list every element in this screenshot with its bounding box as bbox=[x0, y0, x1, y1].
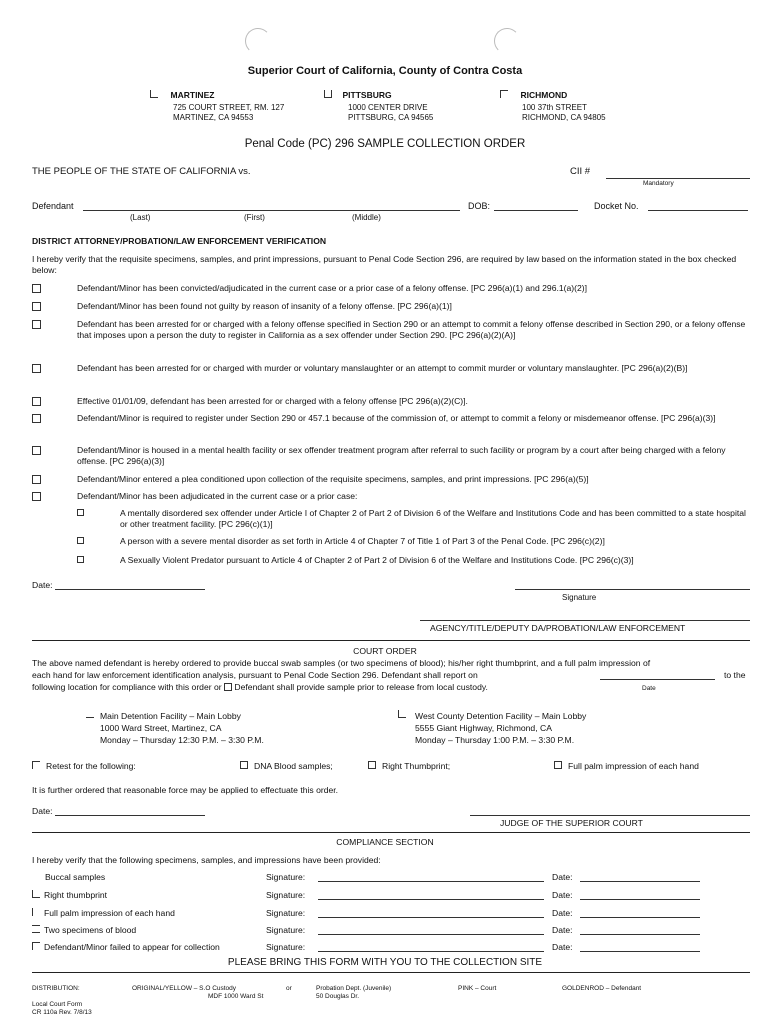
richmond-address-line2: RICHMOND, CA 94805 bbox=[522, 113, 606, 122]
compliance-sig-field-1[interactable] bbox=[318, 881, 544, 882]
checkbox-icon[interactable] bbox=[150, 90, 158, 98]
subitem-checkbox-2[interactable] bbox=[77, 537, 84, 544]
verification-intro: I hereby verify that the requisite specimens, samples, and print impressions, pursuant to Penal Code Section 296, are required by law based on the information stated in the box checked below: bbox=[32, 254, 737, 275]
compliance-row-1: Buccal samples bbox=[45, 872, 106, 882]
verification-checkbox-4[interactable] bbox=[32, 364, 41, 373]
distribution-label: DISTRIBUTION: bbox=[32, 985, 80, 992]
judge-signature-field[interactable] bbox=[470, 815, 750, 816]
dob-label: DOB: bbox=[468, 201, 491, 211]
seal-icon-right bbox=[494, 28, 520, 54]
location-pittsburg[interactable]: PITTSBURG bbox=[324, 90, 392, 100]
retest-option[interactable]: Retest for the following: bbox=[32, 761, 136, 771]
verification-checkbox-1[interactable] bbox=[32, 284, 41, 293]
verification-date-field[interactable] bbox=[55, 589, 205, 590]
dob-field[interactable] bbox=[494, 210, 578, 211]
compliance-sig-field-2[interactable] bbox=[318, 899, 544, 900]
compliance-date-field-2[interactable] bbox=[580, 899, 700, 900]
checkbox-icon[interactable] bbox=[500, 90, 508, 98]
verification-item-8: Defendant/Minor entered a plea conditioned upon collection of the requisite specimens, samples, and print impressions. [PC 296(a)(5)] bbox=[77, 474, 589, 484]
compliance-date-label-4: Date: bbox=[552, 925, 573, 935]
court-order-text-2-end: to the bbox=[724, 670, 746, 680]
defendant-label: Defendant bbox=[32, 201, 74, 211]
martinez-address-line2: MARTINEZ, CA 94553 bbox=[173, 113, 254, 122]
distribution-or: or bbox=[286, 985, 292, 992]
compliance-date-label-3: Date: bbox=[552, 908, 573, 918]
compliance-sig-label-4: Signature: bbox=[266, 925, 306, 935]
dna-option[interactable]: DNA Blood samples; bbox=[240, 761, 333, 771]
divider bbox=[32, 832, 750, 833]
distribution-goldenrod: GOLDENROD – Defendant bbox=[562, 985, 642, 992]
force-order-text: It is further ordered that reasonable force may be applied to effectuate this order. bbox=[32, 785, 339, 795]
compliance-sig-field-4[interactable] bbox=[318, 934, 544, 935]
martinez-address-line1: 725 COURT STREET, RM. 127 bbox=[173, 103, 285, 112]
signature-label: Signature bbox=[562, 593, 597, 602]
verification-checkbox-6[interactable] bbox=[32, 414, 41, 423]
location-martinez[interactable]: MARTINEZ bbox=[150, 90, 214, 100]
mandatory-label: Mandatory bbox=[643, 180, 674, 187]
subitem-1: A mentally disordered sex offender under Article I of Chapter 2 of Part 2 of Division 6 of the Welfare and Institutions Code and has been committed to a state hospital or other treatment facility. [PC 296(c)(1)] bbox=[120, 508, 746, 529]
verification-item-3: Defendant has been arrested for or charged with a felony offense specified in Section 290 or an attempt to commit a felony offense described in Section 290, or a felony offense that imposes upon a person the duty to register in California as a sex offender under Section 290. [PC 296(a)(2)(A)] bbox=[77, 319, 746, 340]
verification-date-label: Date: bbox=[32, 580, 53, 590]
verification-item-9: Defendant/Minor has been adjudicated in the current case or a prior case: bbox=[77, 491, 358, 501]
court-order-text-2: each hand for law enforcement identification analysis, pursuant to Penal Code Section 296. Defendant shall report on bbox=[32, 670, 478, 680]
compliance-date-label-1: Date: bbox=[552, 872, 573, 882]
agency-label: AGENCY/TITLE/DEPUTY DA/PROBATION/LAW ENFORCEMENT bbox=[430, 623, 686, 633]
docket-field[interactable] bbox=[648, 210, 748, 211]
location-richmond[interactable]: RICHMOND bbox=[500, 90, 567, 100]
compliance-date-field-1[interactable] bbox=[580, 881, 700, 882]
docket-label: Docket No. bbox=[594, 201, 639, 211]
court-order-date-field[interactable] bbox=[55, 815, 205, 816]
release-checkbox[interactable] bbox=[224, 683, 232, 691]
divider bbox=[32, 972, 750, 973]
distribution-pink: PINK – Court bbox=[458, 985, 497, 992]
form-title: Penal Code (PC) 296 SAMPLE COLLECTION ORDER bbox=[244, 138, 526, 150]
court-order-text-1: The above named defendant is hereby ordered to provide buccal swab samples (or two specimens of blood); his/her right thumbprint, and a full palm impression of bbox=[32, 658, 651, 668]
verification-checkbox-3[interactable] bbox=[32, 320, 41, 329]
verification-item-5: Effective 01/01/09, defendant has been arrested for or charged with a felony offense [PC 296(a)(2)(C)]. bbox=[77, 396, 468, 406]
facility-1 bbox=[100, 710, 264, 746]
compliance-row-4[interactable]: Two specimens of blood bbox=[32, 925, 136, 935]
distribution-probation-address: 50 Douglas Dr. bbox=[316, 993, 359, 1000]
compliance-date-field-4[interactable] bbox=[580, 934, 700, 935]
facility-2 bbox=[415, 710, 586, 746]
cii-field[interactable] bbox=[606, 178, 750, 179]
cii-label: CII # bbox=[570, 166, 591, 177]
pittsburg-address-line1: 1000 CENTER DRIVE bbox=[348, 103, 428, 112]
compliance-date-field-3[interactable] bbox=[580, 917, 700, 918]
court-order-text-3: following location for compliance with this order or Defendant shall provide sample prior to release from local custody. bbox=[32, 682, 488, 692]
verification-checkbox-8[interactable] bbox=[32, 475, 41, 484]
first-name-label: (First) bbox=[244, 213, 265, 222]
pittsburg-address-line2: PITTSBURG, CA 94565 bbox=[348, 113, 434, 122]
divider bbox=[32, 640, 750, 641]
subitem-2: A person with a severe mental disorder as set forth in Article 4 of Chapter 7 of Title 1 of Part 3 of the Penal Code. [PC 296(c)(2)] bbox=[120, 536, 605, 546]
middle-name-label: (Middle) bbox=[352, 213, 381, 222]
form-name: Local Court Form bbox=[32, 1001, 83, 1008]
compliance-sig-label-3: Signature: bbox=[266, 908, 306, 918]
facility-2-hours: Monday – Thursday 1:00 P.M. – 3:30 P.M. bbox=[415, 735, 575, 745]
facility-1-hours: Monday – Thursday 12:30 P.M. – 3:30 P.M. bbox=[100, 735, 264, 745]
bring-form-notice: PLEASE BRING THIS FORM WITH YOU TO THE COLLECTION SITE bbox=[227, 957, 543, 968]
compliance-row-2[interactable]: Right thumbprint bbox=[32, 890, 107, 900]
facility-1-checkbox[interactable] bbox=[86, 710, 94, 720]
compliance-heading: COMPLIANCE SECTION bbox=[336, 837, 434, 847]
verification-item-1: Defendant/Minor has been convicted/adjudicated in the current case or a prior case of a felony offense. [PC 296(a)(1) and 296.1(a)(2)] bbox=[77, 283, 588, 293]
defendant-name-field[interactable] bbox=[83, 210, 460, 211]
verification-signature-field[interactable] bbox=[515, 589, 750, 590]
agency-field[interactable] bbox=[420, 620, 750, 621]
facility-2-name: West County Detention Facility – Main Lobby bbox=[415, 711, 587, 721]
compliance-sig-label-5: Signature: bbox=[266, 942, 306, 952]
court-order-date-label: Date: bbox=[32, 806, 53, 816]
form-revision: CR 110a Rev. 7/8/13 bbox=[32, 1009, 92, 1016]
distribution-probation: Probation Dept. (Juvenile) bbox=[316, 985, 392, 992]
verification-item-2: Defendant/Minor has been found not guilty by reason of insanity of a felony offense. [PC 296(a)(1)] bbox=[77, 301, 452, 311]
subitem-checkbox-3[interactable] bbox=[77, 556, 84, 563]
verification-item-7: Defendant/Minor is housed in a mental health facility or sex offender treatment program after referral to such facility or program by a court after being charged with a felony offense. [PC 296(a)(3)] bbox=[77, 445, 726, 466]
verification-checkbox-9[interactable] bbox=[32, 492, 41, 501]
verification-item-4: Defendant has been arrested for or charged with murder or voluntary manslaughter or an attempt to commit murder or voluntary manslaughter. [PC 296(a)(2)(B)] bbox=[77, 363, 688, 373]
compliance-sig-field-5[interactable] bbox=[318, 951, 544, 952]
distribution-original: ORIGINAL/YELLOW – S.O Custody bbox=[132, 985, 237, 992]
thumb-option[interactable]: Right Thumbprint; bbox=[368, 761, 450, 771]
compliance-date-label-2: Date: bbox=[552, 890, 573, 900]
verification-checkbox-2[interactable] bbox=[32, 302, 41, 311]
richmond-address-line1: 100 37th STREET bbox=[522, 103, 587, 112]
people-vs: THE PEOPLE OF THE STATE OF CALIFORNIA vs. bbox=[32, 166, 251, 177]
compliance-date-field-5[interactable] bbox=[580, 951, 700, 952]
compliance-intro: I hereby verify that the following specimens, samples, and impressions have been provided: bbox=[32, 855, 381, 865]
palm-option[interactable]: Full palm impression of each hand bbox=[554, 761, 699, 771]
compliance-sig-field-3[interactable] bbox=[318, 917, 544, 918]
seal-icon-left bbox=[245, 28, 271, 54]
verification-checkbox-5[interactable] bbox=[32, 397, 41, 406]
compliance-date-label-5: Date: bbox=[552, 942, 573, 952]
last-name-label: (Last) bbox=[130, 213, 151, 222]
facility-1-address: 1000 Ward Street, Martinez, CA bbox=[100, 723, 222, 733]
compliance-row-5[interactable]: Defendant/Minor failed to appear for collection bbox=[32, 942, 220, 952]
compliance-row-3[interactable]: Full palm impression of each hand bbox=[32, 908, 175, 918]
subitem-checkbox-1[interactable] bbox=[77, 509, 84, 516]
compliance-sig-label-2: Signature: bbox=[266, 890, 306, 900]
verification-item-6: Defendant/Minor is required to register under Section 290 or 457.1 because of the commission of, or attempt to commit a felony or misdemeanor offense. [PC 296(a)(3)] bbox=[77, 413, 716, 423]
facility-2-checkbox[interactable] bbox=[398, 710, 406, 720]
distribution-original-address: MDF 1000 Ward St bbox=[208, 993, 264, 1000]
judge-label: JUDGE OF THE SUPERIOR COURT bbox=[500, 818, 643, 828]
facility-1-name: Main Detention Facility – Main Lobby bbox=[100, 711, 241, 721]
checkbox-icon[interactable] bbox=[324, 90, 332, 98]
court-order-heading: COURT ORDER bbox=[353, 646, 417, 656]
report-date-field[interactable] bbox=[600, 679, 715, 680]
court-title: Superior Court of California, County of Contra Costa bbox=[247, 65, 523, 77]
verification-heading: DISTRICT ATTORNEY/PROBATION/LAW ENFORCEMENT VERIFICATION bbox=[32, 236, 327, 246]
subitem-3: A Sexually Violent Predator pursuant to Article 4 of Chapter 2 of Part 2 of Division 6 of the Welfare and Institutions Code. [PC 296(c)(3)] bbox=[120, 555, 634, 565]
compliance-sig-label-1: Signature: bbox=[266, 872, 306, 882]
date-small-label: Date bbox=[642, 685, 656, 692]
facility-2-address: 5555 Giant Highway, Richmond, CA bbox=[415, 723, 552, 733]
verification-checkbox-7[interactable] bbox=[32, 446, 41, 455]
